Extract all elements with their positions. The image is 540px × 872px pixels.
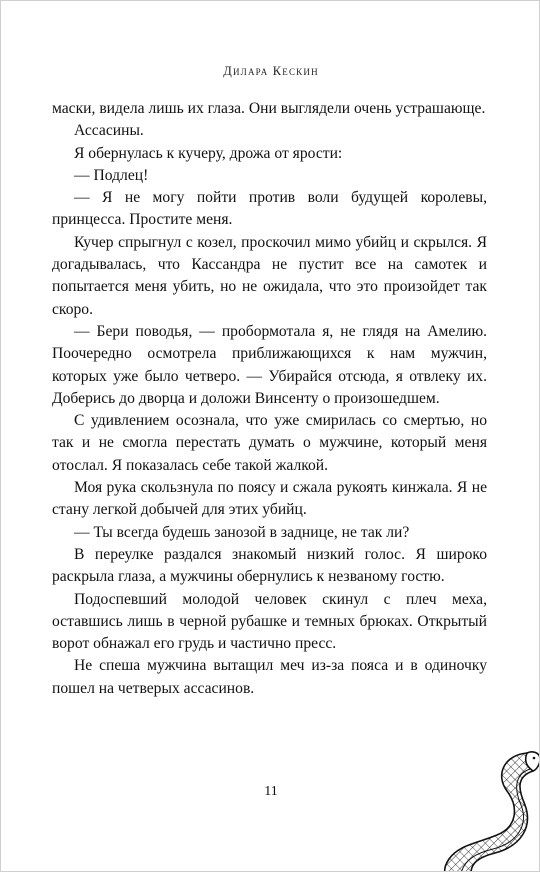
running-head: Дилара Кескин [223,64,319,78]
paragraph: Ассасины. [74,122,144,140]
paragraph: В переулке раздался знакомый низкий голос. Я широко раскрыла глаза, а мужчины обернулись к незваному гостю. [52,545,487,586]
paragraph: Не спеша мужчина вытащил меч из-за пояса и в одиночку пошел на четверых ассасинов. [52,657,487,697]
paragraph: — Ты всегда будешь занозой в заднице, не так ли? [74,523,410,541]
paragraph: С удивлением осознала, что уже смирилась со смертью, но так и не смогла перестать думать о мужчине, который меня отослал. Я показалась себе такой жалкой. [52,412,487,474]
page-number: 11 [264,784,278,799]
paragraph: Моя рука скользнула по поясу и сжала рукоять кинжала. Я не стану легкой добычей для этих убийц. [52,479,487,519]
paragraph: Подоспевший молодой человек скинул с плеч меха, оставшись лишь в черной рубашке и темных брюках. Открытый ворот обнажал его грудь и частично пресс. [52,590,487,653]
paragraph: Я обернулась к кучеру, дрожа от ярости: [74,144,343,162]
paragraph: — Я не могу пойти против воли будущей королевы, принцесса. Простите меня. [52,189,487,229]
snake-ornament-icon [409,741,539,871]
paragraph: — Подлец! [74,166,149,184]
body-text [52,98,487,700]
paragraph: Кучер спрыгнул с козел, проскочил мимо убийц и скрылся. Я догадывалась, что Кассандра не пустит все на самотек и попытается меня убить, но не ожидала, что это произойдет так скоро. [52,233,487,318]
paragraph: — Бери поводья, — пробормотала я, не глядя на Амелию. Поочередно осмотрела приближающихся к нам мужчин, которых уже было четверо. — Убирайся отсюда, я отвлеку их. Доберись до дворца и доложи Винсенту о произошедшем. [52,322,487,407]
paragraph: маски, видела лишь их глаза. Они выглядели очень устрашающе. [52,100,486,117]
